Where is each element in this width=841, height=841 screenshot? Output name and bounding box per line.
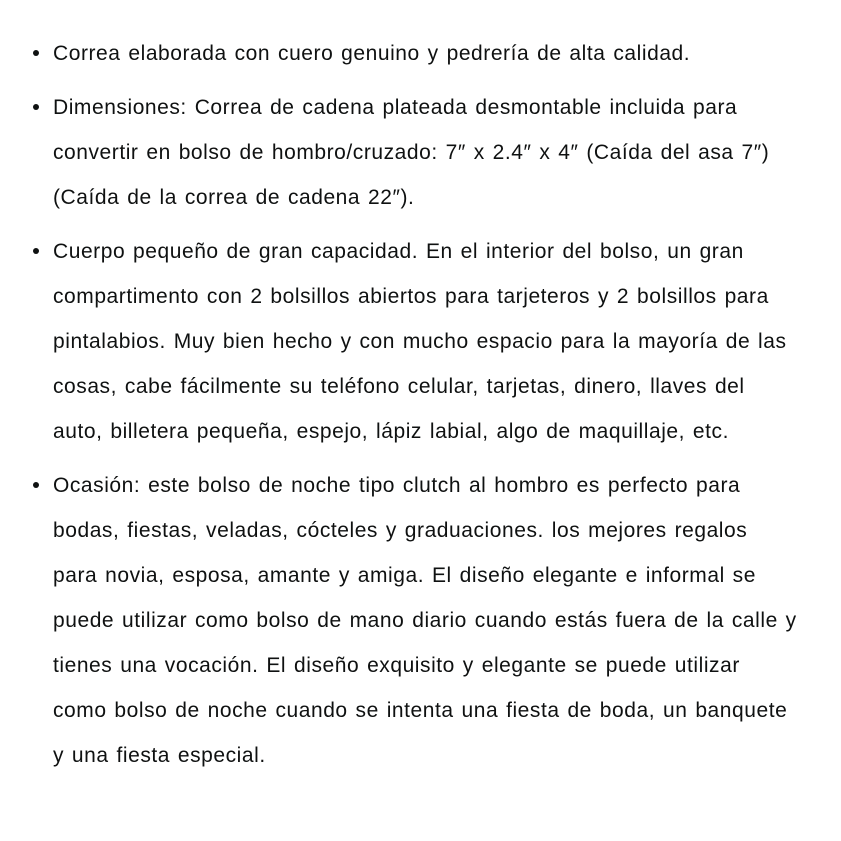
bullet-text-capacity: Cuerpo pequeño de gran capacidad. En el interior del bolso, un gran compartimento con 2 bolsillos abiertos para tarjeteros y 2 bolsillos para pintalabios. Muy bien hecho y con mucho espacio para la mayoría de las cosas, cabe fácilmente su teléfono celular, tarjetas, dinero, llaves del auto, billetera pequeña, espejo, lápiz labial, algo de maquillaje, etc. bbox=[53, 240, 787, 443]
bullet-item-dimensions bbox=[33, 85, 841, 220]
bullet-dot-icon bbox=[33, 248, 39, 254]
bullet-dot-icon bbox=[33, 50, 39, 56]
bullet-item-capacity bbox=[33, 229, 841, 454]
bullet-text-dimensions: Dimensiones: Correa de cadena plateada desmontable incluida para convertir en bolso de hombro/cruzado: 7″ x 2.4″ x 4″ (Caída del asa 7″) (Caída de la correa de cadena 22″). bbox=[53, 96, 770, 209]
bullet-dot-icon bbox=[33, 104, 39, 110]
bullet-text-occasion: Ocasión: este bolso de noche tipo clutch al hombro es perfecto para bodas, fiestas, veladas, cócteles y graduaciones. los mejores regalos para novia, esposa, amante y amiga. El diseño elegante e informal se puede utilizar como bolso de mano diario cuando estás fuera de la calle y tienes una vocación. El diseño exquisito y elegante se puede utilizar como bolso de noche cuando se intenta una fiesta de boda, un banquete y una fiesta especial. bbox=[53, 474, 797, 767]
bullet-item-occasion bbox=[33, 463, 841, 778]
bullet-item-material bbox=[33, 31, 841, 76]
bullet-dot-icon bbox=[33, 482, 39, 488]
bullet-text-material: Correa elaborada con cuero genuino y pedrería de alta calidad. bbox=[53, 42, 691, 65]
